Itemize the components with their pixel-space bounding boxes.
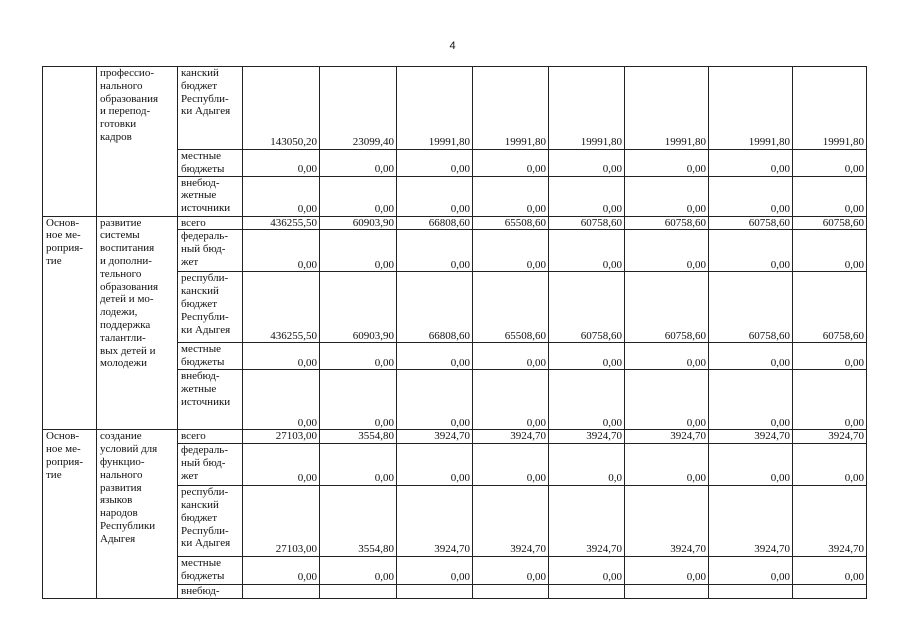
value-cell: 3924,70 xyxy=(709,430,793,444)
value-cell: 0,00 xyxy=(793,343,867,370)
value-cell: 0,00 xyxy=(793,150,867,177)
value-cell: 0,00 xyxy=(625,557,709,585)
value-cell: 3924,70 xyxy=(397,486,473,557)
value-cell: 23099,40 xyxy=(320,67,397,150)
value-cell: 0,00 xyxy=(473,230,549,272)
value-cell: 0,00 xyxy=(320,370,397,430)
source-cell: местные бюджеты xyxy=(178,150,243,177)
value-cell: 3924,70 xyxy=(625,486,709,557)
source-cell: федераль- ный бюд- жет xyxy=(178,230,243,272)
value-cell: 0,00 xyxy=(709,176,793,216)
value-cell: 0,00 xyxy=(243,343,320,370)
value-cell: 0,00 xyxy=(243,230,320,272)
source-cell: всего xyxy=(178,430,243,444)
source-cell: внебюд- жетные источники xyxy=(178,176,243,216)
table-row xyxy=(43,67,867,150)
value-cell: 3924,70 xyxy=(793,486,867,557)
page-number: 4 xyxy=(449,40,456,52)
value-cell: 0,00 xyxy=(320,230,397,272)
value-cell: 0,00 xyxy=(793,176,867,216)
value-cell xyxy=(625,585,709,599)
value-cell: 0,00 xyxy=(473,370,549,430)
value-cell: 19991,80 xyxy=(793,67,867,150)
measure-name-cell: создание условий для функцио- нального развития языков народов Республики Адыгея xyxy=(97,430,178,599)
source-cell: местные бюджеты xyxy=(178,557,243,585)
value-cell: 3924,70 xyxy=(473,486,549,557)
value-cell: 3554,80 xyxy=(320,430,397,444)
value-cell: 3924,70 xyxy=(473,430,549,444)
value-cell: 0,00 xyxy=(320,343,397,370)
value-cell: 60758,60 xyxy=(549,216,625,230)
budget-table xyxy=(42,66,867,599)
value-cell xyxy=(243,585,320,599)
value-cell: 0,00 xyxy=(397,370,473,430)
value-cell: 0,00 xyxy=(793,370,867,430)
source-cell: федераль- ный бюд- жет xyxy=(178,444,243,486)
value-cell: 0,00 xyxy=(549,557,625,585)
source-cell: всего xyxy=(178,216,243,230)
value-cell xyxy=(549,585,625,599)
value-cell: 0,00 xyxy=(320,557,397,585)
value-cell: 3924,70 xyxy=(709,486,793,557)
value-cell: 19991,80 xyxy=(709,67,793,150)
value-cell: 0,00 xyxy=(625,370,709,430)
value-cell: 0,00 xyxy=(243,176,320,216)
value-cell: 0,00 xyxy=(473,343,549,370)
value-cell: 0,00 xyxy=(549,150,625,177)
measure-type-cell: Основ- ное ме- роприя- тие xyxy=(43,216,97,430)
value-cell: 60903,90 xyxy=(320,272,397,343)
value-cell: 3924,70 xyxy=(625,430,709,444)
value-cell: 143050,20 xyxy=(243,67,320,150)
value-cell: 66808,60 xyxy=(397,272,473,343)
measure-type-cell xyxy=(43,67,97,217)
source-cell: республи- канский бюджет Республи- ки Адыгея xyxy=(178,272,243,343)
value-cell: 0,00 xyxy=(397,230,473,272)
value-cell: 0,00 xyxy=(793,230,867,272)
value-cell: 0,00 xyxy=(243,150,320,177)
value-cell: 0,00 xyxy=(397,557,473,585)
value-cell: 0,00 xyxy=(709,230,793,272)
value-cell: 60758,60 xyxy=(709,216,793,230)
value-cell: 19991,80 xyxy=(549,67,625,150)
value-cell: 0,00 xyxy=(549,343,625,370)
value-cell: 3924,70 xyxy=(793,430,867,444)
value-cell: 436255,50 xyxy=(243,216,320,230)
value-cell: 27103,00 xyxy=(243,430,320,444)
value-cell: 0,00 xyxy=(243,557,320,585)
value-cell: 0,00 xyxy=(793,557,867,585)
value-cell: 3924,70 xyxy=(397,430,473,444)
value-cell: 60758,60 xyxy=(793,272,867,343)
source-cell: внебюд- xyxy=(178,585,243,599)
value-cell xyxy=(473,585,549,599)
value-cell: 0,00 xyxy=(549,176,625,216)
value-cell: 0,00 xyxy=(709,370,793,430)
source-cell: канский бюджет Республи- ки Адыгея xyxy=(178,67,243,150)
value-cell: 65508,60 xyxy=(473,216,549,230)
value-cell: 0,00 xyxy=(397,343,473,370)
value-cell: 0,00 xyxy=(793,444,867,486)
value-cell: 0,00 xyxy=(320,150,397,177)
value-cell: 0,00 xyxy=(397,444,473,486)
value-cell: 0,00 xyxy=(625,444,709,486)
value-cell: 0,00 xyxy=(549,370,625,430)
value-cell: 19991,80 xyxy=(397,67,473,150)
value-cell: 65508,60 xyxy=(473,272,549,343)
value-cell: 0,00 xyxy=(625,343,709,370)
value-cell: 60758,60 xyxy=(709,272,793,343)
measure-name-cell: развитие системы воспитания и дополни- тельного образования детей и мо- лодежи, поддержка талантли- вых детей и молодежи xyxy=(97,216,178,430)
source-cell: местные бюджеты xyxy=(178,343,243,370)
value-cell: 60758,60 xyxy=(625,272,709,343)
measure-type-cell: Основ- ное ме- роприя- тие xyxy=(43,430,97,599)
value-cell xyxy=(320,585,397,599)
value-cell: 60758,60 xyxy=(549,272,625,343)
value-cell: 0,00 xyxy=(625,176,709,216)
value-cell: 60903,90 xyxy=(320,216,397,230)
value-cell: 0,00 xyxy=(320,176,397,216)
value-cell: 0,00 xyxy=(473,444,549,486)
value-cell: 3554,80 xyxy=(320,486,397,557)
value-cell: 3924,70 xyxy=(549,486,625,557)
value-cell: 0,00 xyxy=(709,444,793,486)
value-cell: 19991,80 xyxy=(625,67,709,150)
value-cell: 0,00 xyxy=(473,150,549,177)
value-cell xyxy=(793,585,867,599)
value-cell: 27103,00 xyxy=(243,486,320,557)
value-cell: 60758,60 xyxy=(625,216,709,230)
value-cell xyxy=(709,585,793,599)
value-cell: 436255,50 xyxy=(243,272,320,343)
value-cell: 0,00 xyxy=(397,150,473,177)
measure-name-cell: профессио- нального образования и перепод- готовки кадров xyxy=(97,67,178,217)
value-cell: 0,0 xyxy=(549,444,625,486)
source-cell: внебюд- жетные источники xyxy=(178,370,243,430)
value-cell: 0,00 xyxy=(473,557,549,585)
value-cell: 0,00 xyxy=(709,557,793,585)
value-cell: 0,00 xyxy=(320,444,397,486)
value-cell: 3924,70 xyxy=(549,430,625,444)
value-cell: 0,00 xyxy=(473,176,549,216)
value-cell: 66808,60 xyxy=(397,216,473,230)
value-cell: 60758,60 xyxy=(793,216,867,230)
table-row xyxy=(43,430,867,444)
value-cell: 0,00 xyxy=(625,150,709,177)
value-cell: 0,00 xyxy=(709,150,793,177)
value-cell: 0,00 xyxy=(549,230,625,272)
table-row xyxy=(43,216,867,230)
value-cell: 0,00 xyxy=(243,444,320,486)
value-cell: 0,00 xyxy=(397,176,473,216)
value-cell: 0,00 xyxy=(625,230,709,272)
value-cell: 0,00 xyxy=(709,343,793,370)
value-cell: 19991,80 xyxy=(473,67,549,150)
source-cell: республи- канский бюджет Республи- ки Адыгея xyxy=(178,486,243,557)
value-cell xyxy=(397,585,473,599)
value-cell: 0,00 xyxy=(243,370,320,430)
